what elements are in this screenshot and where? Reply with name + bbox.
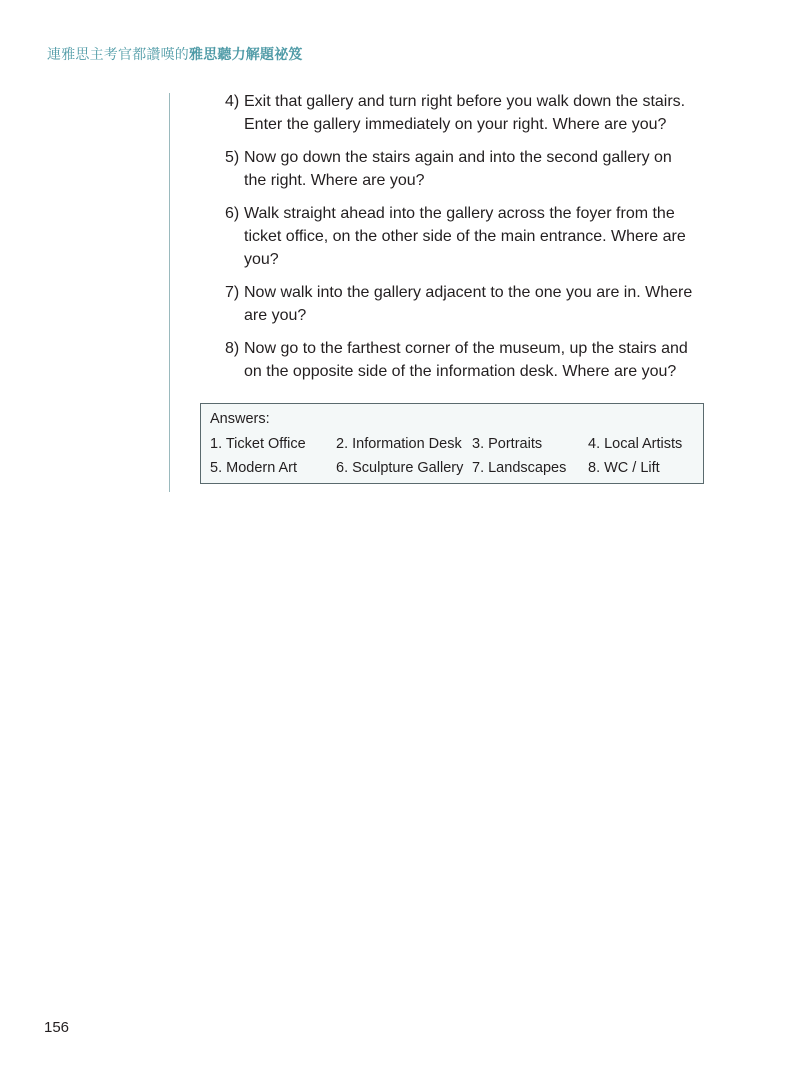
question-number: 6) xyxy=(225,205,240,222)
page-number: 156 xyxy=(44,1019,70,1036)
question-4 xyxy=(225,90,735,136)
answer-item: 5. Modern Art xyxy=(210,460,298,476)
question-number: 4) xyxy=(225,93,240,110)
question-line: Now go to the farthest corner of the museum, up the stairs and xyxy=(244,340,688,357)
running-header xyxy=(47,44,303,64)
question-line: on the opposite side of the information desk. Where are you? xyxy=(244,363,677,380)
answer-item: 4. Local Artists xyxy=(588,436,683,452)
question-number: 8) xyxy=(225,340,240,357)
question-line: you? xyxy=(244,251,279,268)
question-line: ticket office, on the other side of the main entrance. Where are xyxy=(244,228,686,245)
header-title-regular: 連雅思主考官都讚嘆的 xyxy=(47,47,189,63)
question-8 xyxy=(225,337,735,383)
answers-box xyxy=(200,403,704,484)
answer-item: 3. Portraits xyxy=(472,436,543,452)
question-number: 5) xyxy=(225,149,240,166)
answer-item: 8. WC / Lift xyxy=(588,460,660,476)
answer-item: 7. Landscapes xyxy=(472,460,567,476)
answer-item: 6. Sculpture Gallery xyxy=(336,460,464,476)
question-7 xyxy=(225,281,735,327)
question-number: 7) xyxy=(225,284,240,301)
question-line: are you? xyxy=(244,307,307,324)
question-5 xyxy=(225,146,735,192)
question-line: Enter the gallery immediately on your right. Where are you? xyxy=(244,116,667,133)
question-6 xyxy=(225,202,735,271)
header-title-bold: 雅思聽力解題祕笈 xyxy=(189,47,303,63)
question-line: Now walk into the gallery adjacent to the one you are in. Where xyxy=(244,284,693,301)
margin-rule xyxy=(169,93,170,492)
question-line: Exit that gallery and turn right before you walk down the stairs. xyxy=(244,93,686,110)
answer-item: 2. Information Desk xyxy=(336,436,462,452)
question-line: the right. Where are you? xyxy=(244,172,425,189)
question-line: Walk straight ahead into the gallery across the foyer from the xyxy=(244,205,675,222)
question-line: Now go down the stairs again and into the second gallery on xyxy=(244,149,672,166)
answers-title: Answers: xyxy=(210,411,270,427)
answer-item: 1. Ticket Office xyxy=(210,436,306,452)
